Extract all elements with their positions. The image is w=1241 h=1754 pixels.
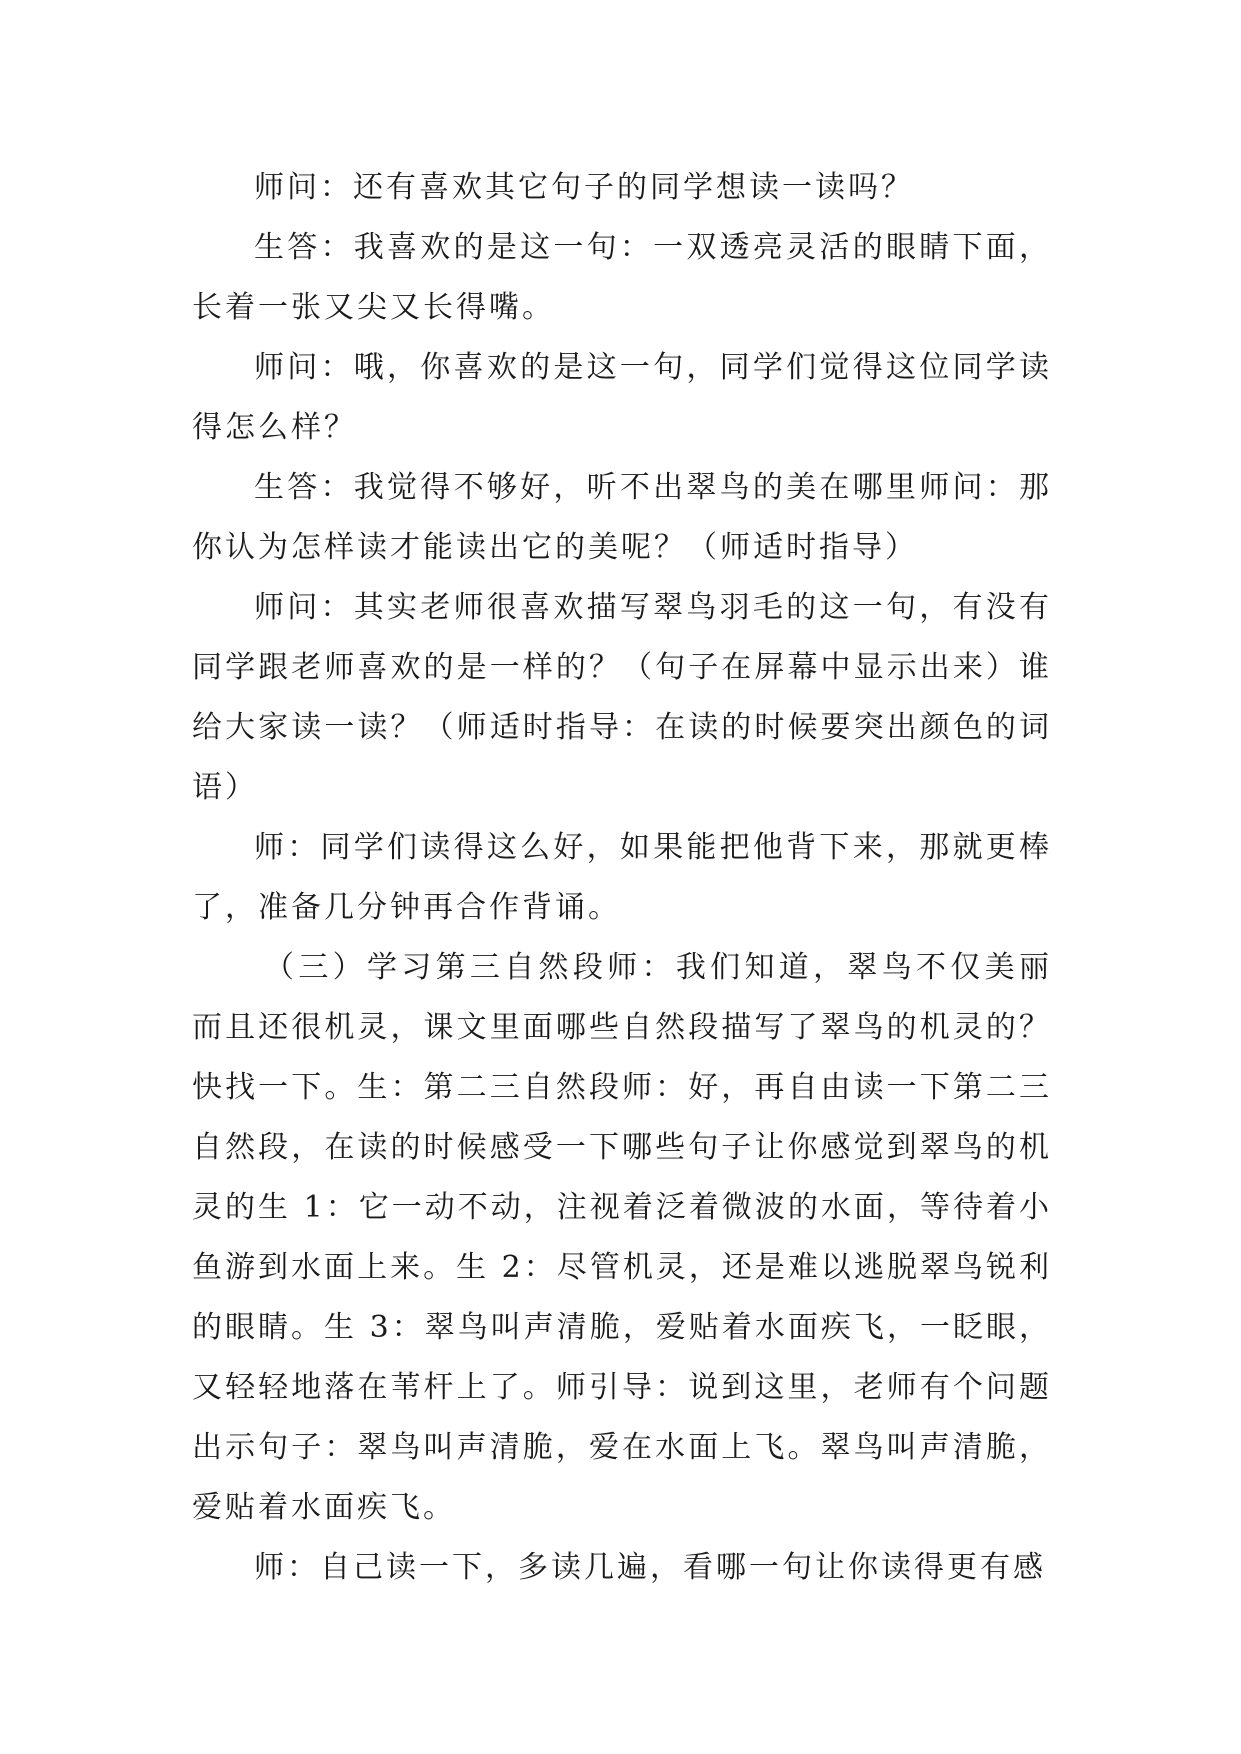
- paragraph-teacher-question-2: 师问：哦，你喜欢的是这一句，同学们觉得这位同学读得怎么样？: [192, 350, 1052, 445]
- paragraph-student-answer-2: 生答：我觉得不够好，听不出翠鸟的美在哪里师问：那你认为怎样读才能读出它的美呢？（师适时指导）: [192, 470, 1052, 565]
- paragraph-section-three: （三）学习第三自然段师：我们知道，翠鸟不仅美丽而且还很机灵，课文里面哪些自然段描写了翠鸟的机灵的？快找一下。生：第二三自然段师：好，再自由读一下第二三自然段，在读的时候感受一下哪些句子让你感觉到翠鸟的机灵的生 1：它一动不动，注视着泛着微波的水面，等待着小鱼游到水面上来。生 2：尽管机灵，还是难以逃脱翠鸟锐利的眼睛。生 3：翠鸟叫声清脆，爱贴着水面疾飞，一眨眼，又轻轻地落在苇杆上了。师引导：说到这里，老师有个问题出示句子：翠鸟叫声清脆，爱在水面上飞。翠鸟叫声清脆，爱贴着水面疾飞。: [192, 950, 1052, 1525]
- paragraph-teacher-instruction: 师：自己读一下，多读几遍，看哪一句让你读得更有感: [254, 1550, 1046, 1585]
- paragraph-teacher-question-3: 师问：其实老师很喜欢描写翠鸟羽毛的这一句，有没有同学跟老师喜欢的是一样的？（句子在屏幕中显示出来）谁给大家读一读？（师适时指导：在读的时候要突出颜色的词语）: [192, 590, 1052, 805]
- paragraph-teacher-question-1: 师问：还有喜欢其它句子的同学想读一读吗？: [254, 170, 914, 205]
- paragraph-teacher-remark: 师：同学们读得这么好，如果能把他背下来，那就更棒了，准备几分钟再合作背诵。: [192, 830, 1052, 925]
- document-body: [192, 158, 1052, 1598]
- paragraph-student-answer-1: 生答：我喜欢的是这一句：一双透亮灵活的眼睛下面，长着一张又尖又长得嘴。: [192, 230, 1052, 325]
